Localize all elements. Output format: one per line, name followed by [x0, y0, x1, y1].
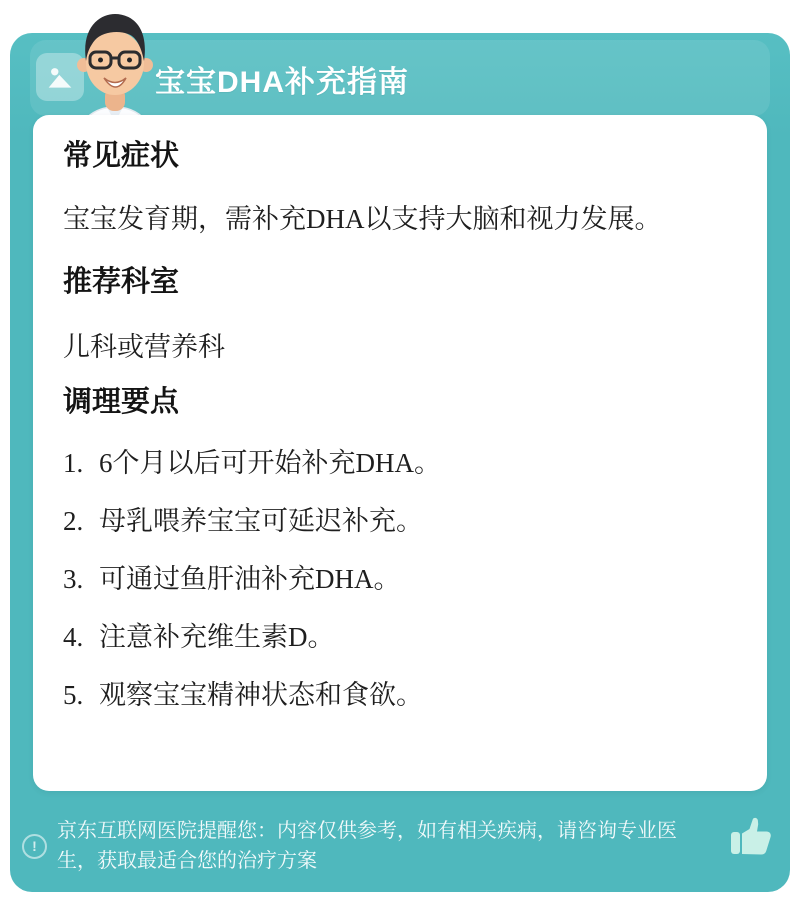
list-item-number: 3.: [63, 564, 84, 594]
symptoms-text: 宝宝发育期，需补充DHA以支持大脑和视力发展。: [63, 204, 662, 234]
list-item: [63, 559, 737, 599]
disclaimer-bar: [22, 816, 776, 876]
list-item-text: 可通过鱼肝油补充DHA。: [99, 564, 401, 594]
guide-card: [10, 33, 790, 892]
list-item-text: 6个月以后可开始补充DHA。: [99, 448, 441, 478]
alert-circle-icon: !: [22, 834, 47, 859]
list-item-number: 5.: [63, 680, 84, 710]
content-card: [33, 115, 767, 791]
list-item-number: 4.: [63, 622, 84, 652]
list-item: [63, 675, 737, 715]
thumbs-up-icon[interactable]: [726, 812, 776, 862]
list-item-text: 注意补充维生素D。: [99, 622, 335, 652]
key-points-list: [63, 443, 737, 715]
list-item: [63, 443, 737, 483]
department-text: 儿科或营养科: [63, 332, 225, 362]
disclaimer-text: 京东互联网医院提醒您：内容仅供参考，如有相关疾病，请咨询专业医生，获取最适合您的治疗方案: [57, 820, 677, 872]
list-item-text: 观察宝宝精神状态和食欲。: [99, 680, 423, 710]
list-item-text: 母乳喂养宝宝可延迟补充。: [99, 506, 423, 536]
list-item-number: 1.: [63, 448, 84, 478]
page-title: 宝宝DHA补充指南: [155, 66, 409, 99]
section-heading-department: 推荐科室: [63, 266, 180, 298]
list-item: [63, 501, 737, 541]
section-heading-key-points: 调理要点: [63, 386, 180, 418]
list-item: [63, 617, 737, 657]
list-item-number: 2.: [63, 506, 84, 536]
section-heading-symptoms: 常见症状: [63, 140, 180, 172]
